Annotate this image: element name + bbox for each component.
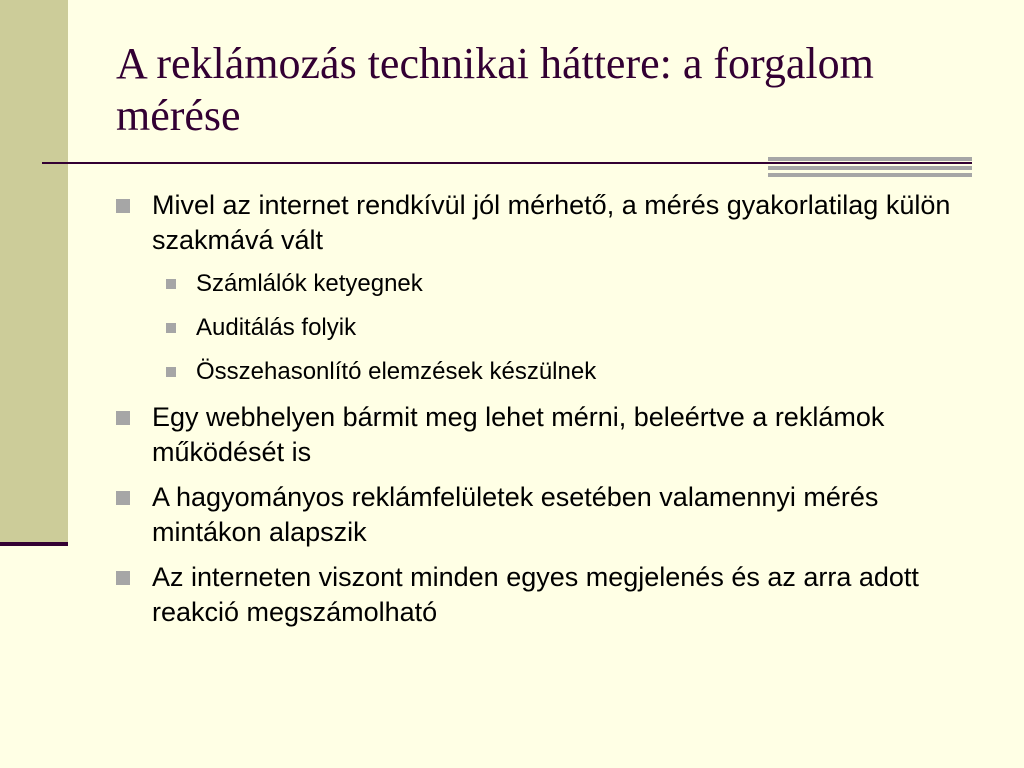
- bullet-item: [116, 480, 966, 550]
- small-square-bullet-icon: [166, 279, 176, 289]
- bullet-text: Mivel az internet rendkívül jól mérhető, a mérés gyakorlatilag külön szakmává vált: [152, 190, 951, 255]
- sub-bullet-list: [152, 266, 966, 390]
- small-square-bullet-icon: [166, 323, 176, 333]
- bullet-item: [116, 188, 966, 390]
- slide-bullet-list: [116, 188, 966, 640]
- small-square-bullet-icon: [166, 367, 176, 377]
- title-underline: [42, 162, 972, 164]
- sub-bullet-item: [166, 310, 966, 346]
- sub-bullet-text: Auditálás folyik: [196, 314, 357, 341]
- bullet-text: Az interneten viszont minden egyes megjelenés és az arra adott reakció megszámolható: [152, 562, 919, 627]
- left-decorative-band: [0, 0, 68, 544]
- sub-bullet-text: Összehasonlító elemzések készülnek: [196, 358, 597, 385]
- square-bullet-icon: [116, 199, 130, 213]
- slide-title: A reklámozás technikai háttere: a forgalom mérése: [116, 39, 874, 140]
- square-bullet-icon: [116, 571, 130, 585]
- sub-bullet-item: [166, 266, 966, 302]
- bullet-text: A hagyományos reklámfelületek esetében valamennyi mérés mintákon alapszik: [152, 482, 879, 547]
- bullet-text: Egy webhelyen bármit meg lehet mérni, beleértve a reklámok működését is: [152, 402, 885, 467]
- left-band-accent-line: [0, 542, 68, 546]
- sub-bullet-text: Számlálók ketyegnek: [196, 270, 423, 297]
- sub-bullet-item: [166, 354, 966, 390]
- title-rule-accent-bar: [768, 173, 972, 177]
- square-bullet-icon: [116, 411, 130, 425]
- title-rule-accent-bar: [768, 157, 972, 161]
- title-rule-accent-bar: [768, 166, 972, 170]
- bullet-item: [116, 560, 966, 630]
- square-bullet-icon: [116, 491, 130, 505]
- bullet-item: [116, 400, 966, 470]
